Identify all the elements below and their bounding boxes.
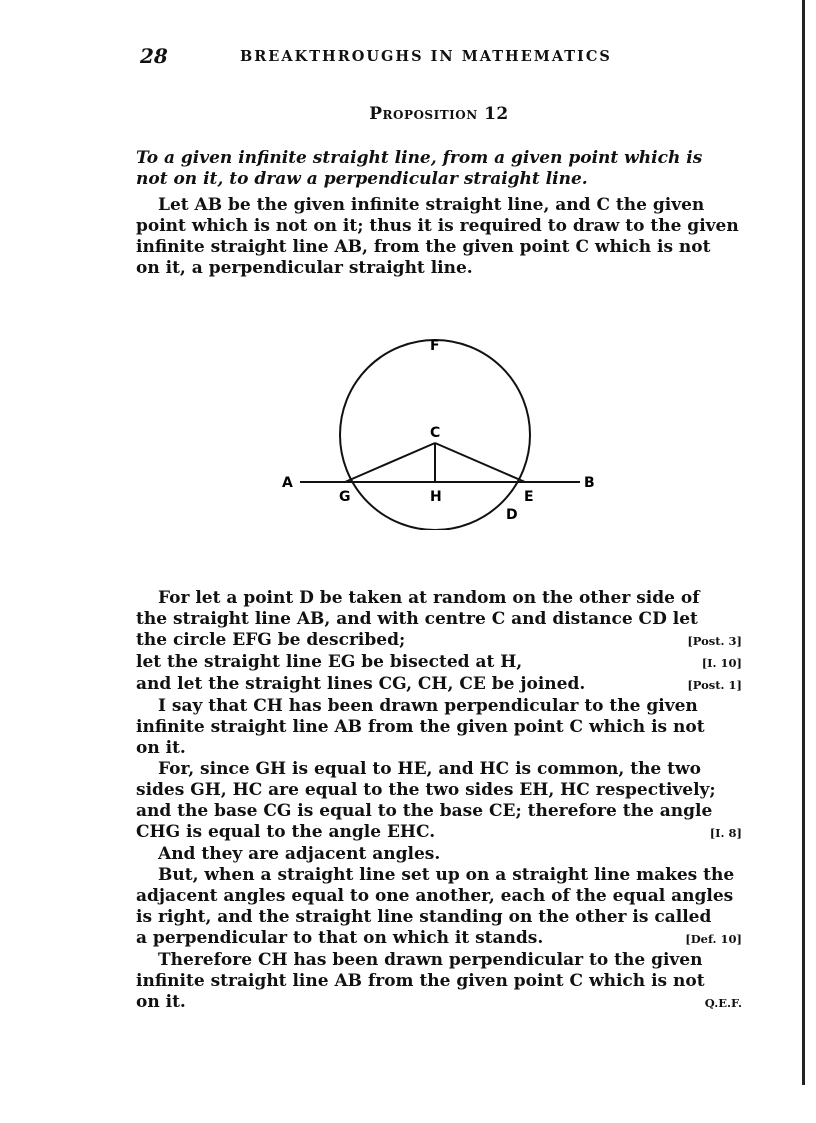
label-h: H [430, 489, 442, 505]
label-e: E [524, 489, 534, 505]
running-head: BREAKTHROUGHS IN MATHEMATICS [240, 48, 612, 65]
enunciation-line: not on it, to draw a perpendicular straight line. [136, 169, 588, 189]
text-line: adjacent angles equal to one another, each of the equal angles [136, 886, 734, 906]
text-line: on it. [136, 738, 186, 758]
text-line: Therefore CH has been drawn perpendicular to the given [158, 950, 703, 970]
text-line: on it. [136, 992, 186, 1012]
text-line: For, since GH is equal to HE, and HC is common, the two [158, 759, 701, 779]
citation: [Post. 3] [687, 634, 742, 648]
citation: [I. 10] [701, 656, 742, 670]
citation: [Post. 1] [687, 678, 742, 692]
page-number: 28 [140, 44, 168, 68]
text-line: infinite straight line AB, from the given point C which is not [136, 237, 711, 257]
text-line: the circle EFG be described; [136, 630, 406, 650]
setting-paragraph [136, 195, 742, 279]
enunciation-line: To a given infinite straight line, from a given point which is [136, 148, 703, 168]
text-line: and let the straight lines CG, CH, CE be joined. [136, 674, 586, 694]
text-line: and the base CG is equal to the base CE; therefore the angle [136, 801, 713, 821]
enunciation [136, 148, 742, 190]
label-b: B [584, 475, 595, 491]
page-edge-rule [802, 0, 805, 1085]
label-d: D [506, 507, 518, 523]
citation: [Def. 10] [685, 932, 742, 946]
label-c: C [430, 425, 441, 441]
text-line: I say that CH has been drawn perpendicular to the given [158, 696, 698, 716]
text-line: let the straight line EG be bisected at H, [136, 652, 523, 672]
text-line: For let a point D be taken at random on the other side of [158, 588, 700, 608]
geometry-figure [270, 330, 610, 530]
text-line: infinite straight line AB from the given point C which is not [136, 971, 705, 991]
text-line: infinite straight line AB from the given point C which is not [136, 717, 705, 737]
text-line: the straight line AB, and with centre C and distance CD let [136, 609, 698, 629]
citation: [I. 8] [709, 826, 742, 840]
proposition-title [0, 104, 816, 124]
text-line: point which is not on it; thus it is required to draw to the given [136, 216, 739, 236]
text-line: a perpendicular to that on which it stands. [136, 928, 544, 948]
text-line: on it, a perpendicular straight line. [136, 258, 473, 278]
text-line: CHG is equal to the angle EHC. [136, 822, 436, 842]
text-line: And they are adjacent angles. [158, 844, 441, 864]
label-f: F [430, 338, 440, 354]
proof-text [136, 588, 742, 1014]
line-ce [435, 443, 525, 482]
text-line: is right, and the straight line standing on the other is called [136, 907, 712, 927]
line-cg [345, 443, 435, 482]
qef-mark: Q.E.F. [704, 996, 742, 1010]
text-line: But, when a straight line set up on a straight line makes the [158, 865, 735, 885]
proposition-number: 12 [484, 104, 509, 124]
label-g: G [339, 489, 351, 505]
label-a: A [282, 475, 293, 491]
text-line: Let AB be the given infinite straight line, and C the given [158, 195, 705, 215]
proposition-label: Proposition [369, 104, 478, 124]
text-line: sides GH, HC are equal to the two sides EH, HC respectively; [136, 780, 716, 800]
